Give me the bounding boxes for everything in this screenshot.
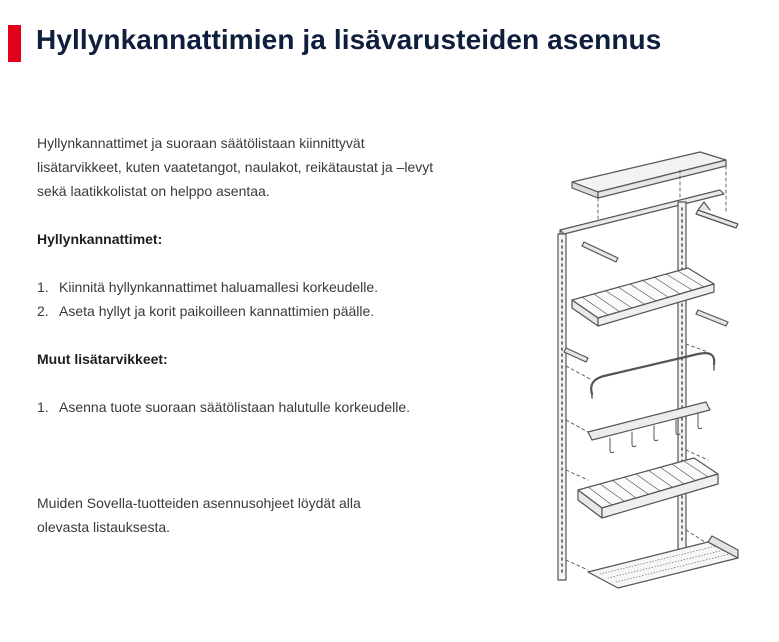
step-text: Kiinnitä hyllynkannattimet haluamallesi korkeudelle.	[59, 279, 379, 295]
wire-basket-lower	[578, 458, 718, 518]
section-heading-other-accessories: Muut lisätarvikkeet:	[37, 351, 168, 367]
footer-paragraph: Muiden Sovella-tuotteiden asennusohjeet löydät alla olevasta listauksesta.	[37, 495, 361, 535]
page-title: Hyllynkannattimien ja lisävarusteiden asennus	[36, 24, 662, 55]
shelf-bracket-steps	[37, 275, 457, 323]
step-text: Aseta hyllyt ja korit paikoilleen kannattimien päälle.	[59, 303, 375, 319]
step-number: 1.	[37, 399, 49, 415]
top-shelf-board	[572, 152, 726, 198]
perforated-tray	[588, 536, 738, 588]
step-text: Asenna tuote suoraan säätölistaan halutulle korkeudelle.	[59, 399, 411, 415]
intro-paragraph: Hyllynkannattimet ja suoraan säätölistaan kiinnittyvät lisätarvikkeet, kuten vaatetangot, naulakot, reikätaustat ja –levyt sekä laatikkolistat on helppo asentaa.	[37, 135, 434, 199]
list-item	[37, 299, 457, 323]
step-number: 2.	[37, 303, 49, 319]
shelving-assembly-diagram-icon	[548, 140, 748, 590]
title-accent-bar	[8, 25, 21, 62]
step-number: 1.	[37, 279, 49, 295]
instructions-content	[37, 131, 457, 539]
left-upright	[558, 234, 566, 580]
accessory-steps	[37, 395, 457, 419]
shelf-brackets-upper	[582, 202, 738, 262]
clothes-rail	[591, 353, 714, 398]
wire-basket-upper	[572, 268, 714, 326]
right-upright	[678, 202, 686, 550]
section-heading-shelf-brackets: Hyllynkannattimet:	[37, 231, 163, 247]
hook-rack	[588, 402, 710, 453]
list-item	[37, 395, 457, 419]
list-item	[37, 275, 457, 299]
